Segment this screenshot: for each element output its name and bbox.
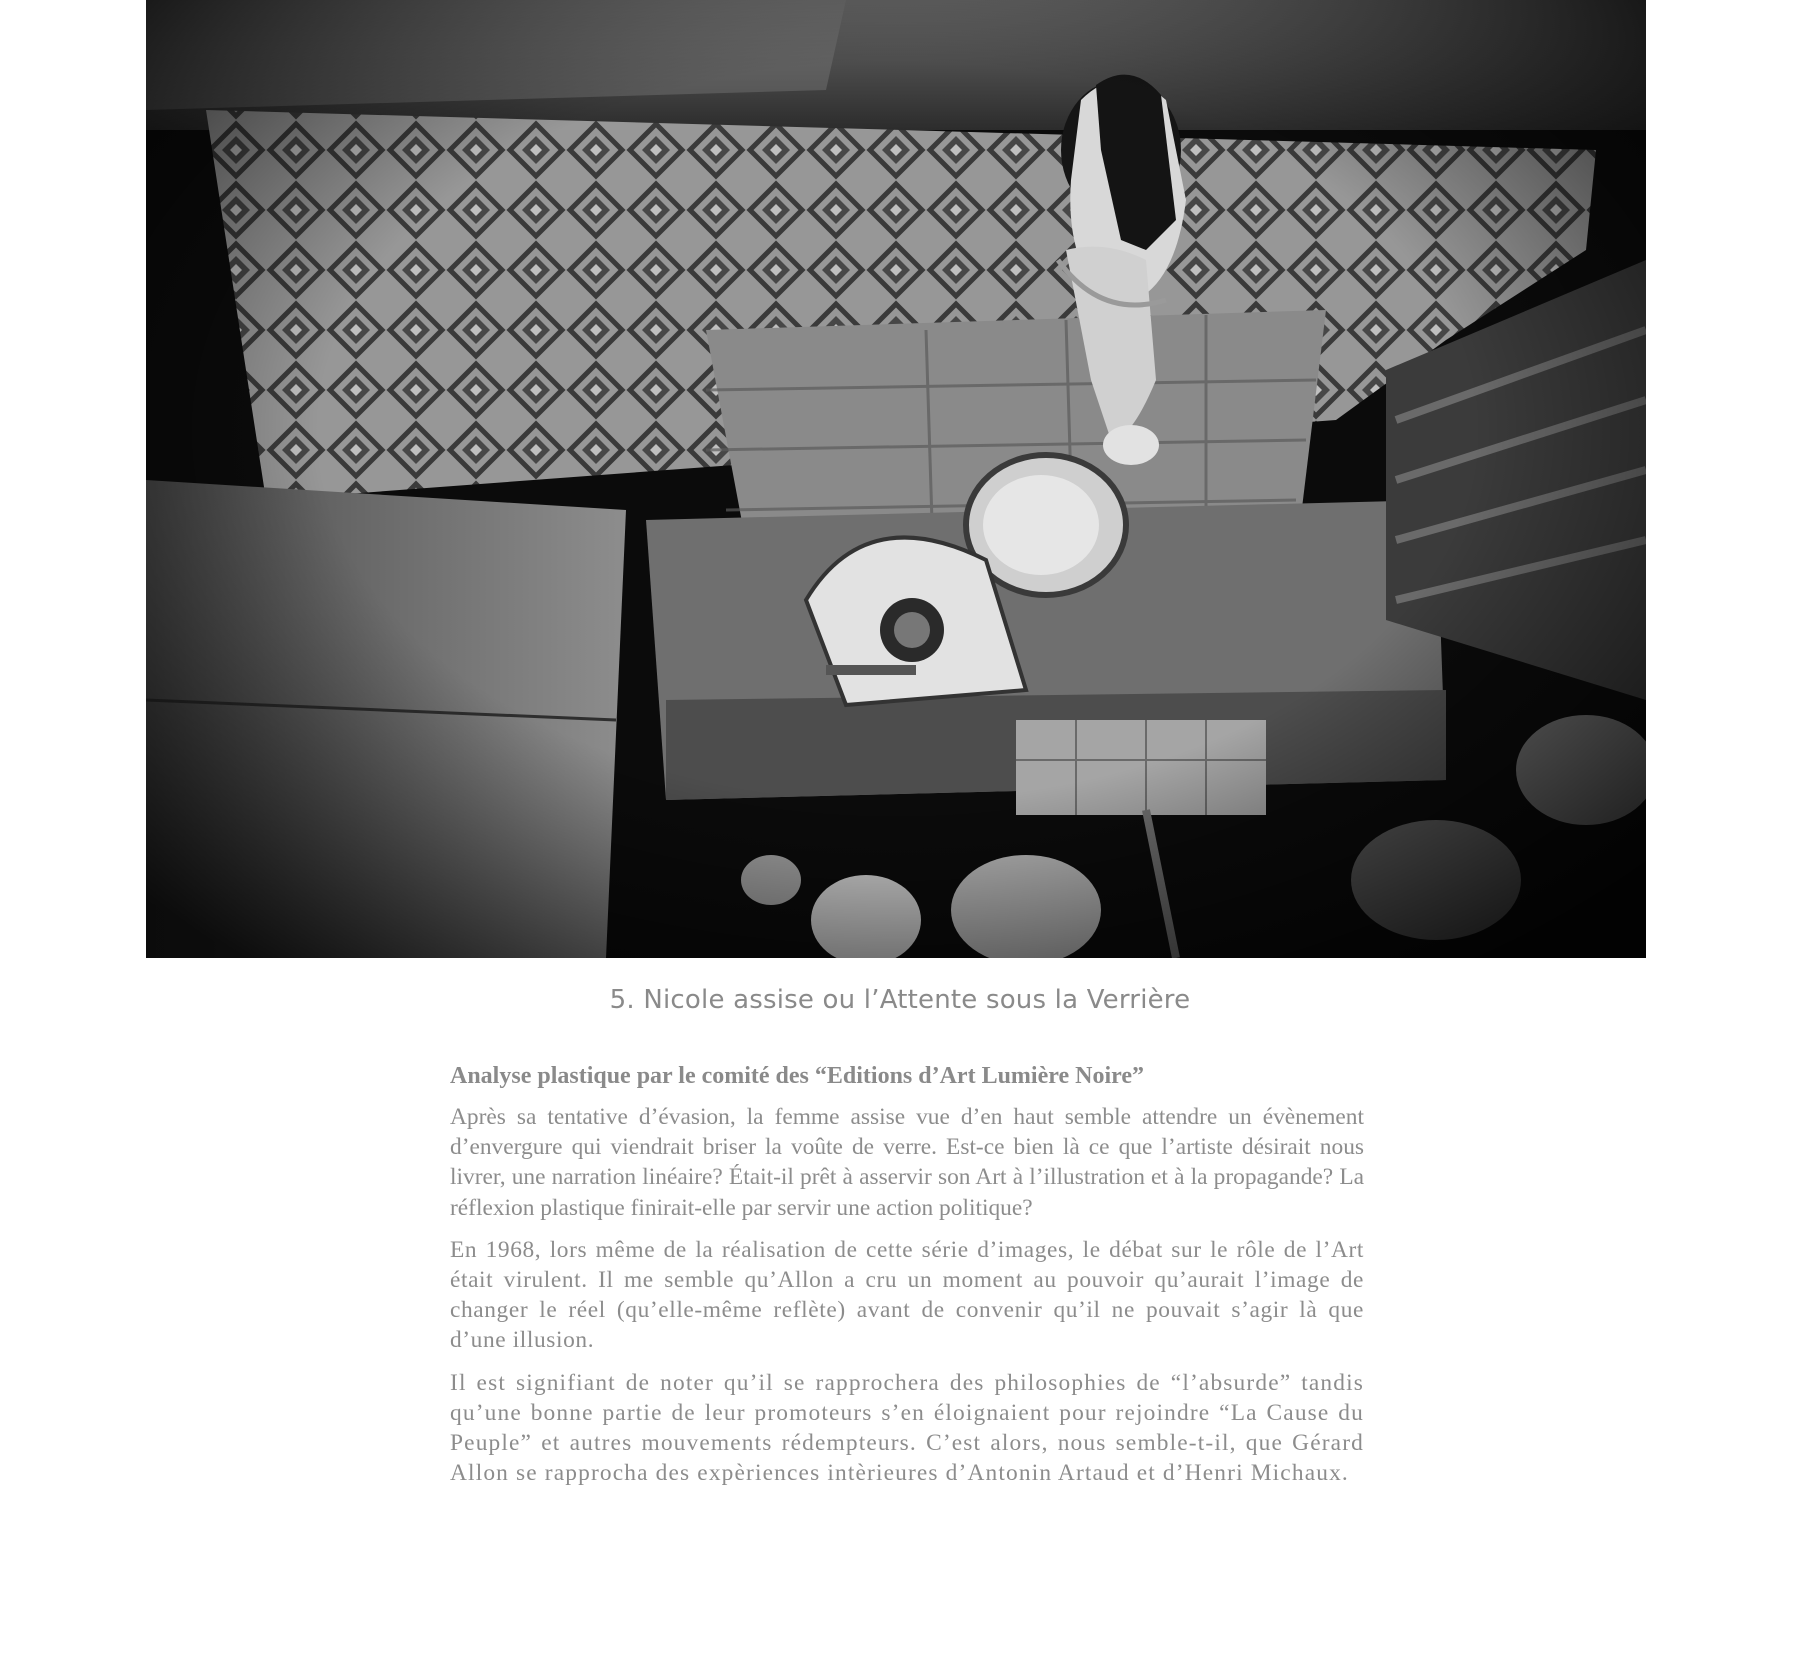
article-heading: Analyse plastique par le comité des “Editions d’Art Lumière Noire” [450, 1063, 1144, 1089]
article-paragraph: En 1968, lors même de la réalisation de cette série d’images, le débat sur le rôle de l’Art était virulent. Il me semble qu’Allon a cru un moment au pouvoir qu’aurait l’image de changer le réel (qu’elle-même reflète) avant de convenir qu’il ne pouvait s’agir là que d’une illusion. [450, 1236, 1364, 1354]
article-paragraph: Après sa tentative d’évasion, la femme assise vue d’en haut semble attendre un évènement d’envergure qui viendrait briser la voûte de verre. Est-ce bien là ce que l’artiste désirait nous livrer, une narration linéaire? Était-il prêt à asservir son Art à l’illustration et à la propagande? La réflexion plastique finirait-elle par servir une action politique? [450, 1104, 1364, 1221]
photo-caption: 5. Nicole assise ou l’Attente sous la Verrière [609, 985, 1191, 1015]
photograph-nicole-assise [146, 0, 1646, 958]
photo-illustration [146, 0, 1646, 958]
article-paragraph: Il est signifiant de noter qu’il se rapprochera des philosophies de “l’absurde” tandis qu’une bonne partie de leur promoteurs s’en éloignaient pour rejoindre “La Cause du Peuple” et autres mouvements rédempteurs. C’est alors, nous semble-t-il, que Gérard Allon se rapprocha des expèriences intèrieures d’Antonin Artaud et d’Henri Michaux. [450, 1369, 1364, 1487]
analysis-article [450, 1060, 1364, 1500]
